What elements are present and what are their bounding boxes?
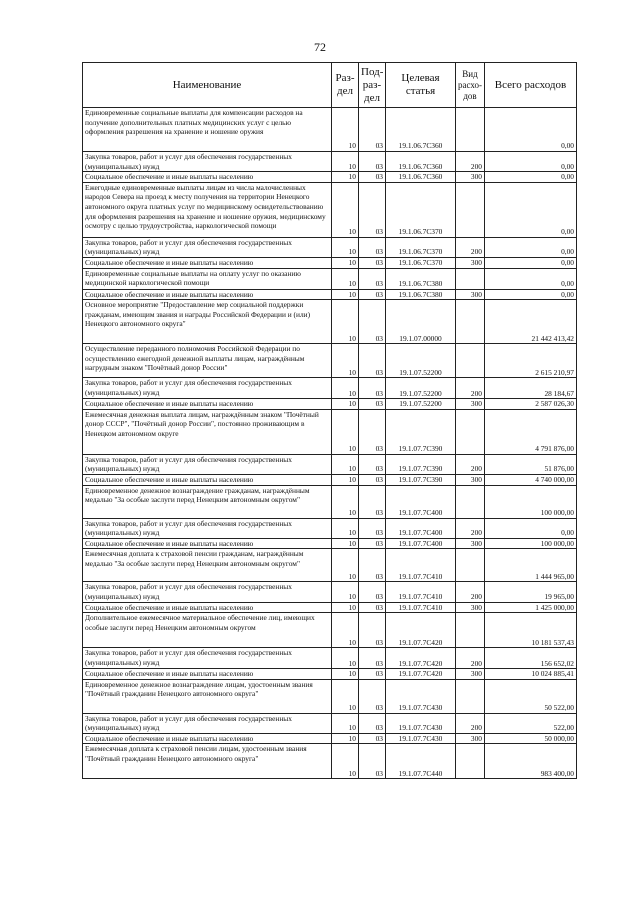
row-total-cell: 2 587 026,30 (485, 399, 577, 410)
row-total-cell: 50 522,00 (485, 679, 577, 713)
row-target-cell: 19.1.07.7С430 (386, 679, 456, 713)
row-total-cell: 0,00 (485, 268, 577, 289)
row-podrazdel-cell: 03 (359, 409, 386, 454)
row-name-cell: Единовременные социальные выплаты для компенсации расходов на получение дополнительных платных медицинских услуг с целью оформления разрешения на хранение и ношение оружия (83, 108, 332, 152)
row-razdel-cell: 10 (332, 713, 359, 733)
row-total-cell: 50 000,00 (485, 733, 577, 744)
row-target-cell: 19.1.07.7С420 (386, 669, 456, 680)
header-expense-type (456, 63, 485, 108)
row-razdel-cell: 10 (332, 108, 359, 152)
row-podrazdel-cell: 03 (359, 344, 386, 378)
row-podrazdel-cell: 03 (359, 289, 386, 300)
header-podrazdel-label: Под- раз- дел (361, 65, 384, 104)
row-total-cell: 522,00 (485, 713, 577, 733)
row-name-cell: Закупка товаров, работ и услуг для обеспечения государственных (муниципальных) нужд (83, 378, 332, 399)
row-total-cell: 10 024 885,41 (485, 669, 577, 680)
row-name-cell: Дополнительное ежемесячное материальное обеспечение лиц, имеющих особые заслуги перед Ненецким автономным округом (83, 613, 332, 648)
table-row (83, 237, 577, 257)
row-total-cell: 100 000,00 (485, 538, 577, 549)
row-expense-type-cell: 300 (456, 257, 485, 268)
row-name-cell: Единовременное денежное вознаграждение лицам, удостоенным звания "Почётный гражданин Ненецкого автономного округа" (83, 679, 332, 713)
row-total-cell: 0,00 (485, 152, 577, 172)
row-name-cell: Закупка товаров, работ и услуг для обеспечения государственных (муниципальных) нужд (83, 648, 332, 669)
row-podrazdel-cell: 03 (359, 268, 386, 289)
row-target-cell: 19.1.07.7С410 (386, 582, 456, 602)
row-name-cell: Социальное обеспечение и иные выплаты населению (83, 602, 332, 613)
row-razdel-cell: 10 (332, 454, 359, 474)
header-target-label: Целевая статья (401, 72, 440, 97)
row-razdel-cell: 10 (332, 679, 359, 713)
table-row (83, 733, 577, 744)
header-expense-type-label: Вид расхо- дов (458, 68, 483, 101)
table-header-row (83, 63, 577, 108)
row-expense-type-cell (456, 300, 485, 344)
row-expense-type-cell (456, 268, 485, 289)
table-row (83, 485, 577, 518)
row-razdel-cell: 10 (332, 549, 359, 582)
row-target-cell: 19.1.07.7С440 (386, 744, 456, 779)
row-name-cell: Закупка товаров, работ и услуг для обеспечения государственных (муниципальных) нужд (83, 152, 332, 172)
row-total-cell: 21 442 413,42 (485, 300, 577, 344)
row-name-cell: Единовременное денежное вознаграждение гражданам, награждённым медалью "За особые заслуги перед Ненецким автономным округом" (83, 485, 332, 518)
table-row (83, 152, 577, 172)
row-podrazdel-cell: 03 (359, 538, 386, 549)
table-row (83, 744, 577, 779)
row-razdel-cell: 10 (332, 300, 359, 344)
table-row (83, 648, 577, 669)
row-podrazdel-cell: 03 (359, 257, 386, 268)
header-total-label: Всего расходов (494, 78, 567, 91)
row-target-cell: 19.1.07.7С430 (386, 713, 456, 733)
row-expense-type-cell: 200 (456, 454, 485, 474)
row-total-cell: 51 876,00 (485, 454, 577, 474)
budget-table (82, 62, 577, 779)
row-target-cell: 19.1.07.7С400 (386, 518, 456, 538)
row-razdel-cell: 10 (332, 744, 359, 779)
table-row (83, 289, 577, 300)
row-name-cell: Закупка товаров, работ и услуг для обеспечения государственных (муниципальных) нужд (83, 454, 332, 474)
row-total-cell: 28 184,67 (485, 378, 577, 399)
row-name-cell: Ежемесячная доплата к страховой пенсии лицам, удостоенным звания "Почётный гражданин Ненецкого автономного округа" (83, 744, 332, 779)
row-razdel-cell: 10 (332, 582, 359, 602)
row-razdel-cell: 10 (332, 602, 359, 613)
row-podrazdel-cell: 03 (359, 648, 386, 669)
row-expense-type-cell: 200 (456, 378, 485, 399)
row-target-cell: 19.1.07.7С430 (386, 733, 456, 744)
row-name-cell: Ежемесячная доплата к страховой пенсии гражданам, награждённым медалью "За особые заслуги перед Ненецким автономным округом" (83, 549, 332, 582)
row-razdel-cell: 10 (332, 237, 359, 257)
row-target-cell: 19.1.07.7С410 (386, 602, 456, 613)
row-podrazdel-cell: 03 (359, 237, 386, 257)
row-name-cell: Социальное обеспечение и иные выплаты населению (83, 399, 332, 410)
row-total-cell: 0,00 (485, 108, 577, 152)
row-expense-type-cell (456, 344, 485, 378)
row-expense-type-cell: 200 (456, 713, 485, 733)
row-name-cell: Социальное обеспечение и иные выплаты населению (83, 669, 332, 680)
row-podrazdel-cell: 03 (359, 679, 386, 713)
row-total-cell: 1 425 000,00 (485, 602, 577, 613)
row-total-cell: 10 181 537,43 (485, 613, 577, 648)
row-target-cell: 19.1.07.52200 (386, 344, 456, 378)
row-podrazdel-cell: 03 (359, 485, 386, 518)
row-podrazdel-cell: 03 (359, 744, 386, 779)
table-row (83, 602, 577, 613)
row-expense-type-cell: 300 (456, 474, 485, 485)
header-name-label: Наименование (172, 78, 242, 91)
row-podrazdel-cell: 03 (359, 378, 386, 399)
header-razdel-label: Раз- дел (335, 72, 355, 97)
row-razdel-cell: 10 (332, 648, 359, 669)
row-expense-type-cell (456, 679, 485, 713)
row-name-cell: Социальное обеспечение и иные выплаты населению (83, 257, 332, 268)
row-razdel-cell: 10 (332, 289, 359, 300)
row-expense-type-cell (456, 744, 485, 779)
row-expense-type-cell: 300 (456, 602, 485, 613)
row-target-cell: 19.1.06.7С360 (386, 108, 456, 152)
row-expense-type-cell: 200 (456, 152, 485, 172)
row-total-cell: 0,00 (485, 289, 577, 300)
table-row (83, 108, 577, 152)
table-row (83, 538, 577, 549)
row-podrazdel-cell: 03 (359, 300, 386, 344)
row-podrazdel-cell: 03 (359, 582, 386, 602)
row-podrazdel-cell: 03 (359, 613, 386, 648)
row-target-cell: 19.1.07.7С390 (386, 474, 456, 485)
row-podrazdel-cell: 03 (359, 733, 386, 744)
header-target (386, 63, 456, 108)
row-target-cell: 19.1.06.7С370 (386, 237, 456, 257)
row-podrazdel-cell: 03 (359, 152, 386, 172)
header-razdel (332, 63, 359, 108)
row-total-cell: 0,00 (485, 237, 577, 257)
row-podrazdel-cell: 03 (359, 172, 386, 183)
row-razdel-cell: 10 (332, 344, 359, 378)
row-total-cell: 19 965,00 (485, 582, 577, 602)
row-name-cell: Основное мероприятие "Предоставление мер социальной поддержки гражданам, имеющим звания и награды Российской Федерации и (или) Ненецкого автономного округа" (83, 300, 332, 344)
table-row (83, 669, 577, 680)
table-body (83, 108, 577, 779)
row-razdel-cell: 10 (332, 409, 359, 454)
row-name-cell: Социальное обеспечение и иные выплаты населению (83, 172, 332, 183)
row-razdel-cell: 10 (332, 172, 359, 183)
table-row (83, 518, 577, 538)
row-name-cell: Закупка товаров, работ и услуг для обеспечения государственных (муниципальных) нужд (83, 713, 332, 733)
table-row (83, 257, 577, 268)
row-podrazdel-cell: 03 (359, 669, 386, 680)
row-target-cell: 19.1.06.7С360 (386, 172, 456, 183)
row-podrazdel-cell: 03 (359, 399, 386, 410)
row-podrazdel-cell: 03 (359, 182, 386, 237)
row-target-cell: 19.1.07.7С420 (386, 613, 456, 648)
row-name-cell: Ежемесячная денежная выплата лицам, награждённым знаком "Почётный донор СССР", "Почётный донор России", постоянно проживающим в Ненецком автономном округе (83, 409, 332, 454)
row-target-cell: 19.1.07.7С420 (386, 648, 456, 669)
row-target-cell: 19.1.07.00000 (386, 300, 456, 344)
row-name-cell: Социальное обеспечение и иные выплаты населению (83, 289, 332, 300)
row-razdel-cell: 10 (332, 268, 359, 289)
row-expense-type-cell: 200 (456, 237, 485, 257)
row-total-cell: 983 400,00 (485, 744, 577, 779)
table-row (83, 378, 577, 399)
table-row (83, 172, 577, 183)
row-podrazdel-cell: 03 (359, 549, 386, 582)
row-expense-type-cell: 300 (456, 538, 485, 549)
row-target-cell: 19.1.07.7С400 (386, 485, 456, 518)
table-row (83, 300, 577, 344)
row-name-cell: Социальное обеспечение и иные выплаты населению (83, 733, 332, 744)
row-expense-type-cell: 300 (456, 172, 485, 183)
row-razdel-cell: 10 (332, 485, 359, 518)
row-razdel-cell: 10 (332, 474, 359, 485)
row-target-cell: 19.1.06.7С370 (386, 182, 456, 237)
table-row (83, 679, 577, 713)
row-podrazdel-cell: 03 (359, 474, 386, 485)
row-name-cell: Закупка товаров, работ и услуг для обеспечения государственных (муниципальных) нужд (83, 237, 332, 257)
row-razdel-cell: 10 (332, 378, 359, 399)
row-razdel-cell: 10 (332, 257, 359, 268)
row-razdel-cell: 10 (332, 538, 359, 549)
row-name-cell: Закупка товаров, работ и услуг для обеспечения государственных (муниципальных) нужд (83, 582, 332, 602)
table-row (83, 454, 577, 474)
row-razdel-cell: 10 (332, 182, 359, 237)
row-target-cell: 19.1.06.7С370 (386, 257, 456, 268)
row-total-cell: 0,00 (485, 182, 577, 237)
row-podrazdel-cell: 03 (359, 518, 386, 538)
row-target-cell: 19.1.07.7С390 (386, 454, 456, 474)
row-target-cell: 19.1.06.7С380 (386, 268, 456, 289)
row-name-cell: Осуществление переданного полномочия Российской Федерации по осуществлению ежегодной денежной выплаты лицам, награждённым нагрудным знаком "Почётный донор России" (83, 344, 332, 378)
row-name-cell: Социальное обеспечение и иные выплаты населению (83, 474, 332, 485)
row-expense-type-cell: 300 (456, 289, 485, 300)
row-total-cell: 4 740 000,00 (485, 474, 577, 485)
header-total (485, 63, 577, 108)
row-name-cell: Ежегодные единовременные выплаты лицам из числа малочисленных народов Севера на проезд к месту получения на территории Ненецкого автономного округа платных услуг по медицинскому освидетельствованию для оформления разрешения на хранение и ношение оружия, медицинскому осмотру с целью трудоустройства, наркологической помощи (83, 182, 332, 237)
row-total-cell: 0,00 (485, 518, 577, 538)
header-podrazdel (359, 63, 386, 108)
row-expense-type-cell: 200 (456, 648, 485, 669)
row-target-cell: 19.1.07.52200 (386, 378, 456, 399)
row-podrazdel-cell: 03 (359, 108, 386, 152)
row-total-cell: 1 444 965,00 (485, 549, 577, 582)
table-row (83, 182, 577, 237)
row-razdel-cell: 10 (332, 669, 359, 680)
row-expense-type-cell (456, 613, 485, 648)
row-razdel-cell: 10 (332, 613, 359, 648)
table-row (83, 549, 577, 582)
row-total-cell: 100 000,00 (485, 485, 577, 518)
page-number: 72 (314, 40, 326, 54)
row-expense-type-cell (456, 182, 485, 237)
table-row (83, 582, 577, 602)
row-expense-type-cell: 300 (456, 669, 485, 680)
row-total-cell: 156 652,02 (485, 648, 577, 669)
row-expense-type-cell (456, 108, 485, 152)
row-total-cell: 4 791 876,00 (485, 409, 577, 454)
row-expense-type-cell (456, 409, 485, 454)
table-row (83, 613, 577, 648)
row-target-cell: 19.1.07.7С390 (386, 409, 456, 454)
row-name-cell: Закупка товаров, работ и услуг для обеспечения государственных (муниципальных) нужд (83, 518, 332, 538)
row-expense-type-cell (456, 485, 485, 518)
table-row (83, 344, 577, 378)
row-total-cell: 2 615 210,97 (485, 344, 577, 378)
row-podrazdel-cell: 03 (359, 454, 386, 474)
row-podrazdel-cell: 03 (359, 602, 386, 613)
row-target-cell: 19.1.06.7С360 (386, 152, 456, 172)
row-expense-type-cell: 200 (456, 518, 485, 538)
header-name (83, 63, 332, 108)
row-expense-type-cell (456, 549, 485, 582)
table-row (83, 409, 577, 454)
row-target-cell: 19.1.07.52200 (386, 399, 456, 410)
table-row (83, 713, 577, 733)
row-total-cell: 0,00 (485, 257, 577, 268)
row-razdel-cell: 10 (332, 518, 359, 538)
row-expense-type-cell: 300 (456, 399, 485, 410)
row-target-cell: 19.1.06.7С380 (386, 289, 456, 300)
row-expense-type-cell: 300 (456, 733, 485, 744)
row-podrazdel-cell: 03 (359, 713, 386, 733)
table-row (83, 268, 577, 289)
row-razdel-cell: 10 (332, 152, 359, 172)
row-target-cell: 19.1.07.7С410 (386, 549, 456, 582)
table-row (83, 474, 577, 485)
row-expense-type-cell: 200 (456, 582, 485, 602)
row-razdel-cell: 10 (332, 399, 359, 410)
row-name-cell: Единовременные социальные выплаты на оплату услуг по оказанию медицинской наркологической помощи (83, 268, 332, 289)
row-total-cell: 0,00 (485, 172, 577, 183)
row-name-cell: Социальное обеспечение и иные выплаты населению (83, 538, 332, 549)
row-target-cell: 19.1.07.7С400 (386, 538, 456, 549)
table-row (83, 399, 577, 410)
row-razdel-cell: 10 (332, 733, 359, 744)
